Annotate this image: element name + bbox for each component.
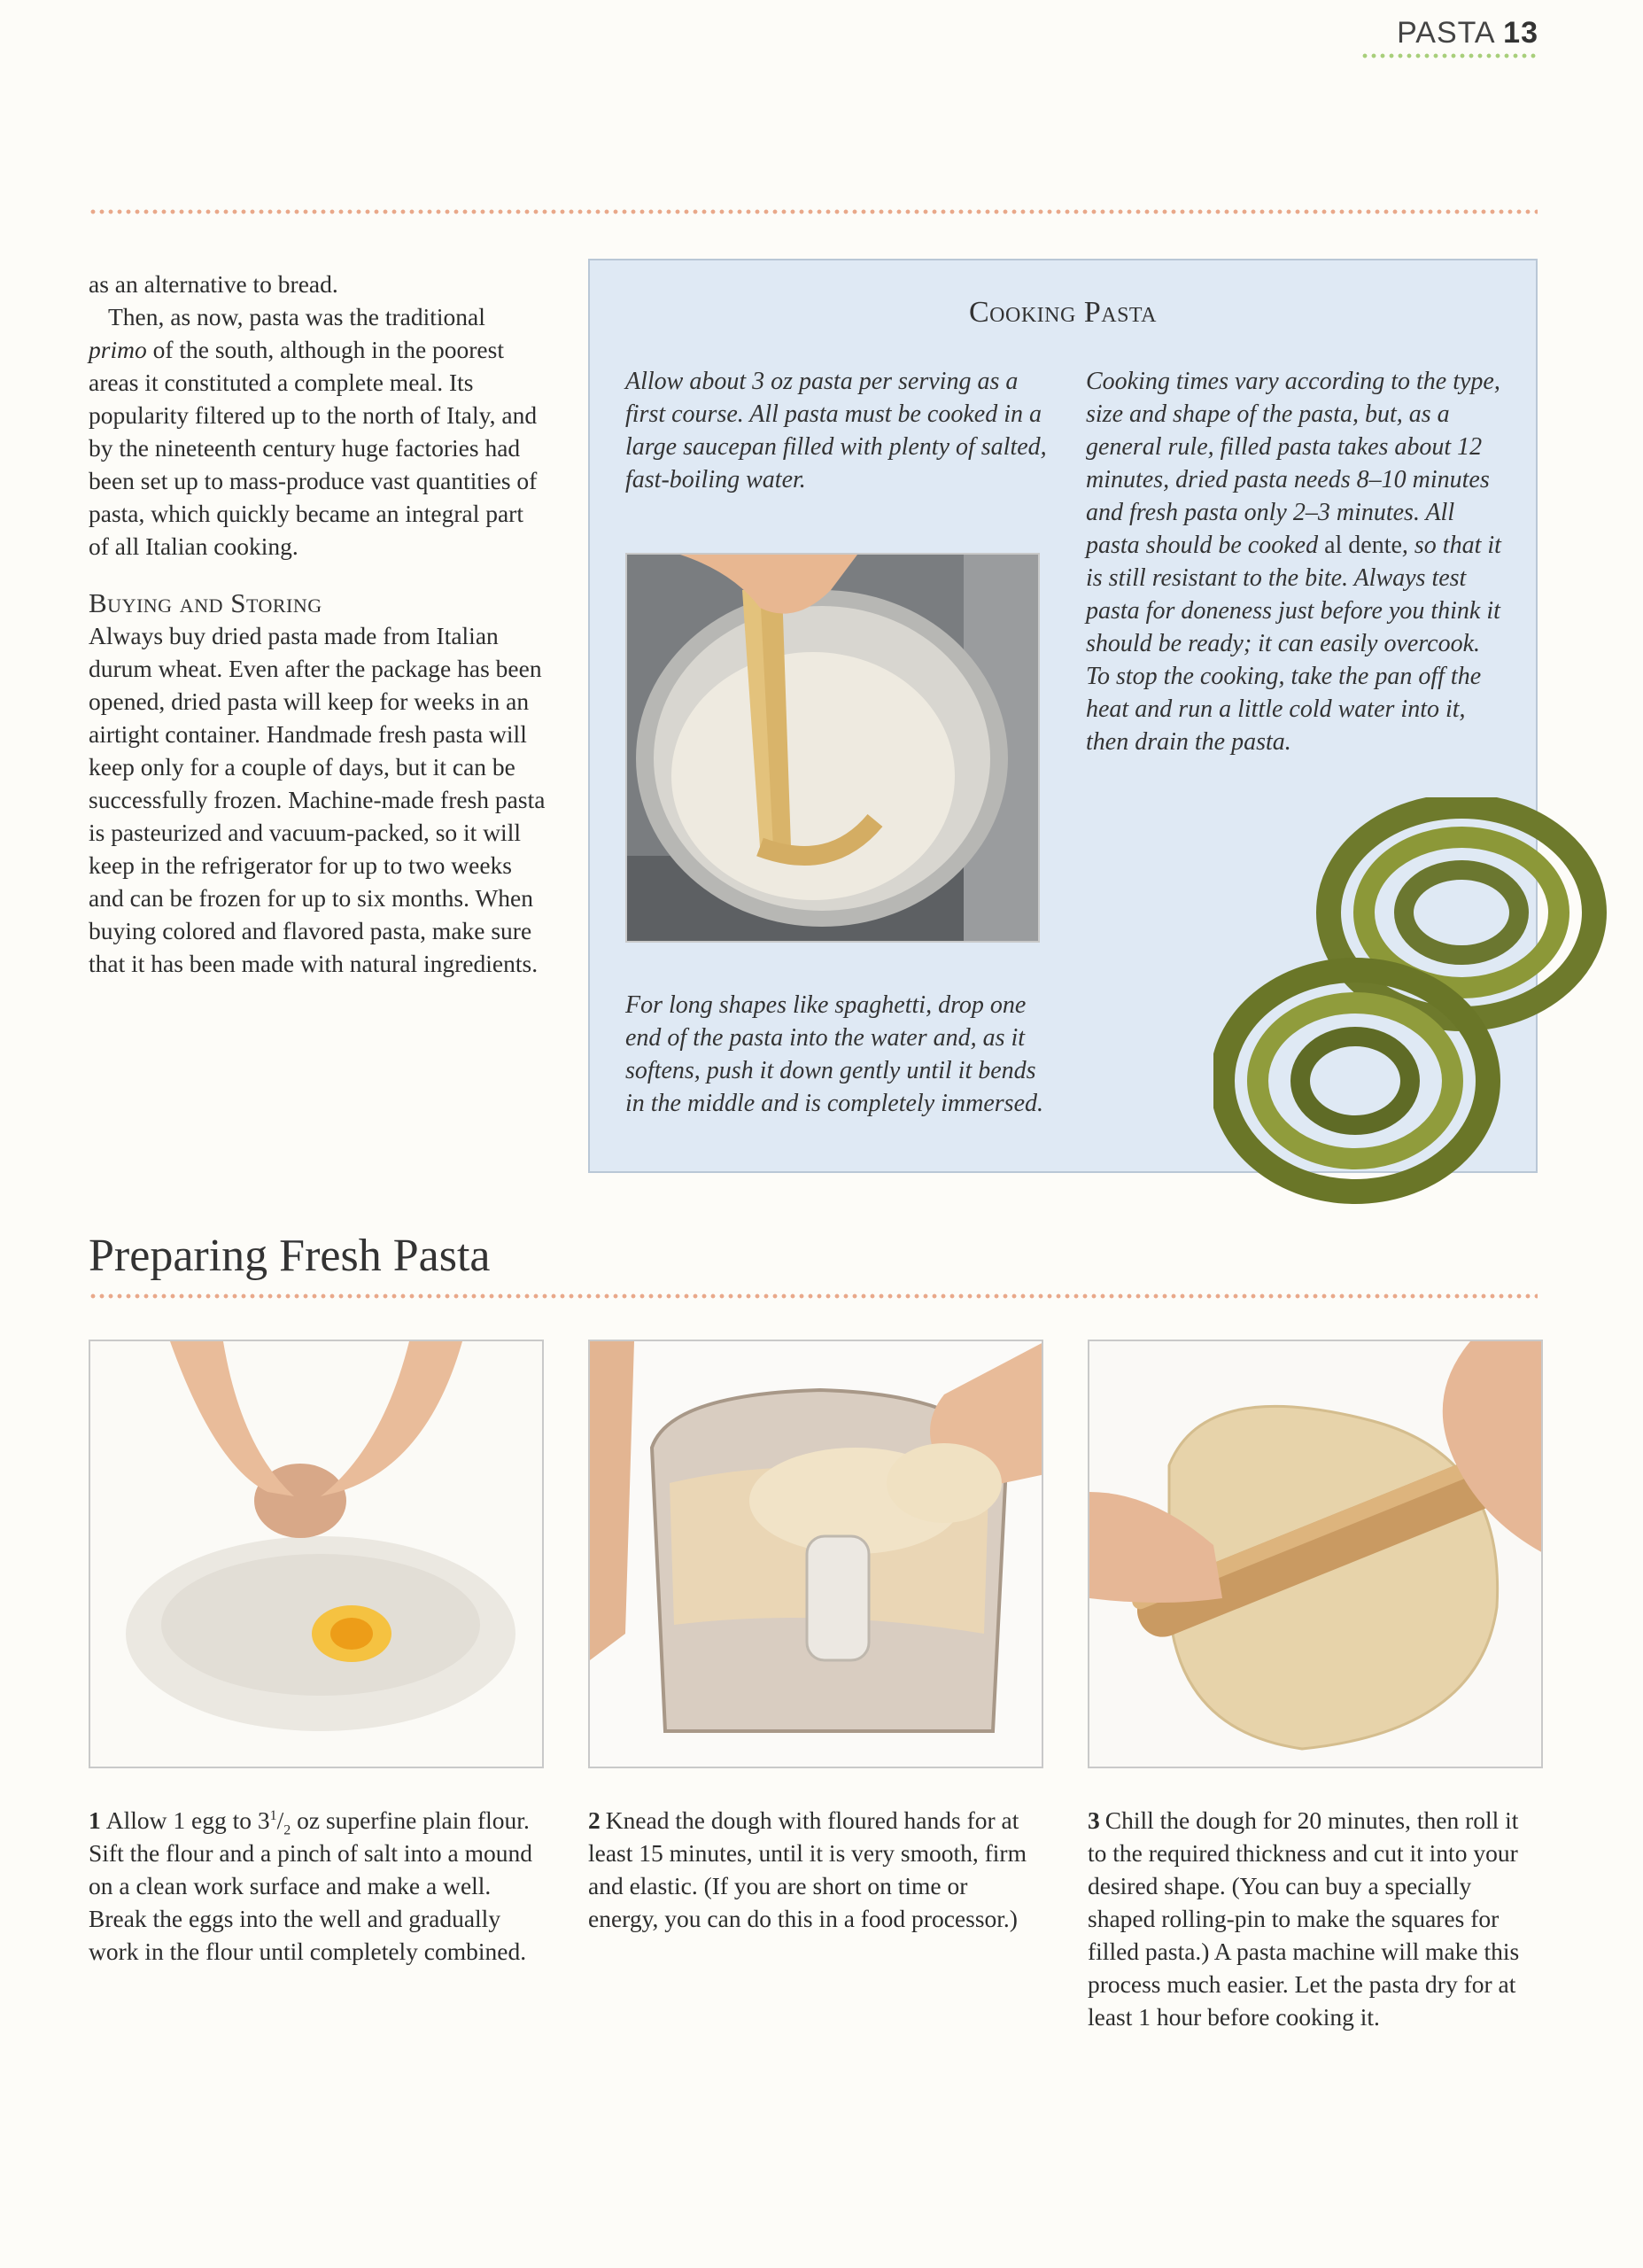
food-processor-illustration [590, 1341, 1043, 1768]
photo-caption: For long shapes like spaghetti, drop one end of the pasta into the water and, as it softens, push it down gently until it bends in the middle and is completely immersed. [625, 991, 1044, 1117]
section-dot-rule [89, 1293, 1538, 1299]
top-dot-rule [89, 209, 1538, 214]
step-1-text: 1 Allow 1 egg to $3^1/_2$ oz superfine plain flour. Sift the flour and a pinch of salt into a mound on a clean work surface and make a well. Break the eggs into the well and gradually work in the flour until completely combined. [89, 1806, 533, 1965]
step-3-text: 3 Chill the dough for 20 minutes, then roll it to the required thickness and cut it into your desired shape. (You can buy a specially shaped rolling-pin to make the squares for filled pasta.) A pasta machine will make this process much easier. Let the pasta dry for at least 1 hour before cooking it. [1088, 1806, 1520, 2031]
section-name: PASTA [1397, 16, 1494, 50]
step-2-text: 2 Knead the dough with floured hands for at least 15 minutes, until it is very smooth, firm and elastic. (If you are short on time or energy, you can do this in a food processor.) [588, 1806, 1027, 1932]
step-1-number: 1 [89, 1806, 101, 1834]
box-intro: Allow about 3 oz pasta per serving as a first course. All pasta must be cooked in a large saucepan filled with plenty of salted, fast-boiling water. [625, 368, 1047, 493]
left-column [89, 268, 549, 980]
step-2-number: 2 [588, 1806, 601, 1834]
step-3-photo [1088, 1340, 1543, 1768]
buying-text: Always buy dried pasta made from Italian durum wheat. Even after the package has been opened, dried pasta will keep for weeks in an airtight container. Handmade fresh pasta will keep only for a couple of days, but it can be successfully frozen. Machine-made fresh pasta is pasteurized and vacuum-packed, so it will keep in the refrigerator for up to two weeks and can be frozen for up to six months. When buying colored and flavored pasta, make sure that it has been made with natural ingredients. [89, 622, 546, 977]
egg-flour-illustration [90, 1341, 544, 1768]
box-title: Cooking Pasta [969, 296, 1157, 329]
page-number: 13 [1503, 16, 1538, 50]
buying-heading: Buying and Storing [89, 587, 322, 618]
page-header [1397, 16, 1538, 50]
step-2-photo [588, 1340, 1043, 1768]
step-1-photo [89, 1340, 544, 1768]
paragraph-1: as an alternative to bread. [89, 270, 338, 298]
rolling-pin-illustration [1089, 1341, 1543, 1768]
box-right-text: Cooking times vary according to the type, size and shape of the pasta, but, as a general rule, filled pasta takes about 12 minutes, dried pasta needs 8–10 minutes and fresh pasta only 2–3 minutes. All pasta should be cooked al dente, so that it is still resistant to the bite. Always test pasta for doneness just before you think it should be ready; it can easily overcook. To stop the cooking, take the pan off the heat and run a little cold water into it, then drain the pasta. [1086, 368, 1501, 756]
header-dot-rule [1360, 53, 1538, 58]
paragraph-2: Then, as now, pasta was the traditional primo of the south, although in the poorest areas it constituted a complete meal. Its popularity filtered up to the north of Italy, and by the nineteenth century huge factories had been set up to mass-produce vast quantities of pasta, which quickly became an integral part of all Italian cooking. [89, 303, 538, 560]
step-3-number: 3 [1088, 1806, 1100, 1834]
section-title: Preparing Fresh Pasta [89, 1231, 491, 1281]
saucepan-photo [625, 553, 1040, 943]
saucepan-illustration [627, 555, 1040, 943]
tagliatelle-nests-illustration [1213, 797, 1621, 1240]
